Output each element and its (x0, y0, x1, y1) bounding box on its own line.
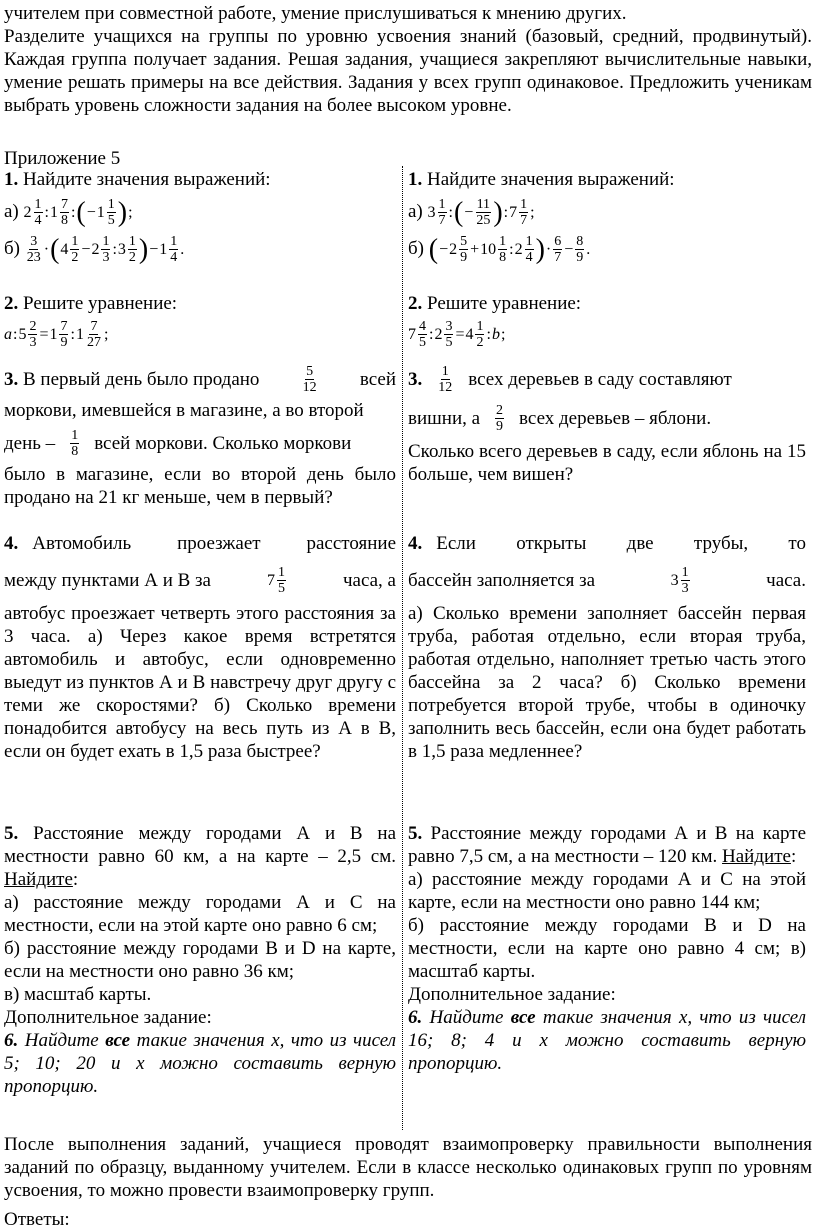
math-expression: $\frac{3}{23}$ · ( 4 $\frac{1}{2}$ − 2 $\frac{1}{3}$ : 3 $\frac{1}{2}$ ) − 1 $\frac{1}{4}$ . (26, 233, 185, 265)
column-divider (402, 166, 403, 1130)
math-expression: 3 $\frac{1}{7}$ : ( − $\frac{11}{25}$ ) : 7 $\frac{1}{7}$ ; (427, 196, 535, 228)
task1-left (4, 168, 396, 265)
task-text: Найдите значения выражений: (23, 169, 271, 190)
answers-heading: Ответы: (4, 1209, 70, 1230)
task5-right: 5. Расстояние между городами А и В на карте равно 7,5 см, а на местности – 120 км. Найдите: а) расстояние между городами А и С на этой карте, если на местности оно равно 144 км; б) расстояние между городами В и D на местности, если на карте оно равно 4 см; в) масштаб карты. Дополнительное задание: 6. Найдите все такие значения х, что из чисел 16; 8; 4 и х можно составить верную пропорцию. (408, 823, 807, 1074)
task2-right: 2. Решите уравнение: 7 $\frac{4}{5}$ : 2 $\frac{3}{5}$ = 4 $\frac{1}{2}$ : b ; (408, 292, 806, 350)
task3-right: 3. $\frac{1}{12}$ всех деревьев в саду составляют вишни, а $\frac{2}{9}$ всех деревьев – яблони. Сколько всего деревьев в саду, если яблонь на 15 больше, чем вишен? (408, 364, 806, 485)
task2-left: 2. Решите уравнение: a : 5 $\frac{2}{3}$ = 1 $\frac{7}{9}$ : 1 $\frac{7}{27}$ ; (4, 292, 396, 350)
equation: 7 $\frac{4}{5}$ : 2 $\frac{3}{5}$ = 4 $\frac{1}{2}$ : b ; (408, 319, 506, 350)
expr-a: а) 2 $\frac{1}{4}$ : 1 $\frac{7}{8}$ : ( − 1 $\frac{1}{5}$ ) ; (4, 196, 133, 228)
intro-block (4, 2, 812, 117)
expr-b: б) $\frac{3}{23}$ · ( 4 $\frac{1}{2}$ − 2 $\frac{1}{3}$ : 3 $\frac{1}{2}$ ) − 1 $\frac{1}{4}$ . (4, 233, 185, 265)
task-number: 1. (4, 169, 19, 190)
outro-paragraph: После выполнения заданий, учащиеся проводят взаимопроверку правильности выполнения заданий по образцу, выданному учителем. Если в классе несколько одинаковых групп по уровням усвоения, то можно провести взаимопроверку групп. (4, 1134, 812, 1201)
task3-left: 3. В первый день было продано $\frac{5}{12}$ всей моркови, имевшейся в магазине, а во второй день – $\frac{1}{8}$ всей моркови. Сколько моркови было в магазине, если во второй день было продано на 21 кг меньше, чем в первый? (4, 364, 396, 508)
expr-b: б) ( − 2 $\frac{5}{9}$ + 10 $\frac{1}{8}$ : 2 $\frac{1}{4}$ ) · $\frac{6}{7}$ − $\frac{8}{9}$ . (408, 233, 591, 265)
expr-a: а) 3 $\frac{1}{7}$ : ( − $\frac{11}{25}$ ) : 7 $\frac{1}{7}$ ; (408, 196, 535, 228)
task5-left: 5. Расстояние между городами А и В на местности равно 60 км, а на карте – 2,5 см. Найдите: а) расстояние между городами А и С на местности, если на этой карте оно равно 6 см; б) расстояние между городами В и D на карте, если на местности оно равно 36 км; в) масштаб карты. Дополнительное задание: 6. Найдите все такие значения х, что из чисел 5; 10; 20 и х можно составить верную пропорцию. (4, 823, 397, 1097)
task1-right: 1. Найдите значения выражений: а) 3 $\frac{1}{7}$ : ( − $\frac{11}{25}$ ) : 7 $\frac{1}{7}$ ; б) ( − 2 $\frac{5}{9}$ + 10 $\frac{1}{8}$ : 2 $\frac{1}{4}$ ) · $\frac{6}{7}$ − $\frac{8}{9}$ . (408, 168, 806, 265)
appendix-title: Приложение 5 (4, 148, 121, 169)
equation: a : 5 $\frac{2}{3}$ = 1 $\frac{7}{9}$ : 1 $\frac{7}{27}$ ; (4, 319, 109, 350)
task4-right: 4. Если открыты две трубы, то бассейн заполняется за 3 $\frac{1}{3}$ часа. а) Сколько времени заполняет бассейн первая труба, работая отдельно, если вторая труба, работая отдельно, наполняет третью часть этого бассейна за 2 часа? б) Сколько времени потребуется второй трубе, чтобы в одиночку заполнить весь бассейн, если она будет работать в 1,5 раза медленнее? (408, 533, 806, 762)
task4-left: 4. Автомобиль проезжает расстояние между пунктами А и В за 7 $\frac{1}{5}$ часа, а автобус проезжает четверть этого расстояния за 3 часа. а) Через какое время встретятся автомобиль и автобус, если одновременно выедут из пунктов А и В навстречу друг другу с теми же скоростями? б) Сколько времени понадобится автобусу на весь путь из А в В, если он будет ехать в 1,5 раза быстрее? (4, 533, 396, 762)
math-expression: ( − 2 $\frac{5}{9}$ + 10 $\frac{1}{8}$ : 2 $\frac{1}{4}$ ) · $\frac{6}{7}$ − $\frac{8}{9}$ . (428, 233, 591, 265)
intro-line: учителем при совместной работе, умение прислушиваться к мнению других. (4, 3, 627, 24)
intro-paragraph: Разделите учащихся на группы по уровню усвоения знаний (базовый, средний, продвинутый). Каждая группа получает задания. Решая задания, учащиеся закрепляют вычислительные навыки, умение решать примеры на все действия. Задания у всех групп одинаковое. Предложить ученикам выбрать уровень сложности задания на более высоком уровне. (4, 26, 812, 116)
math-expression: 2 $\frac{1}{4}$ : 1 $\frac{7}{8}$ : ( − 1 $\frac{1}{5}$ ) ; (23, 196, 133, 228)
